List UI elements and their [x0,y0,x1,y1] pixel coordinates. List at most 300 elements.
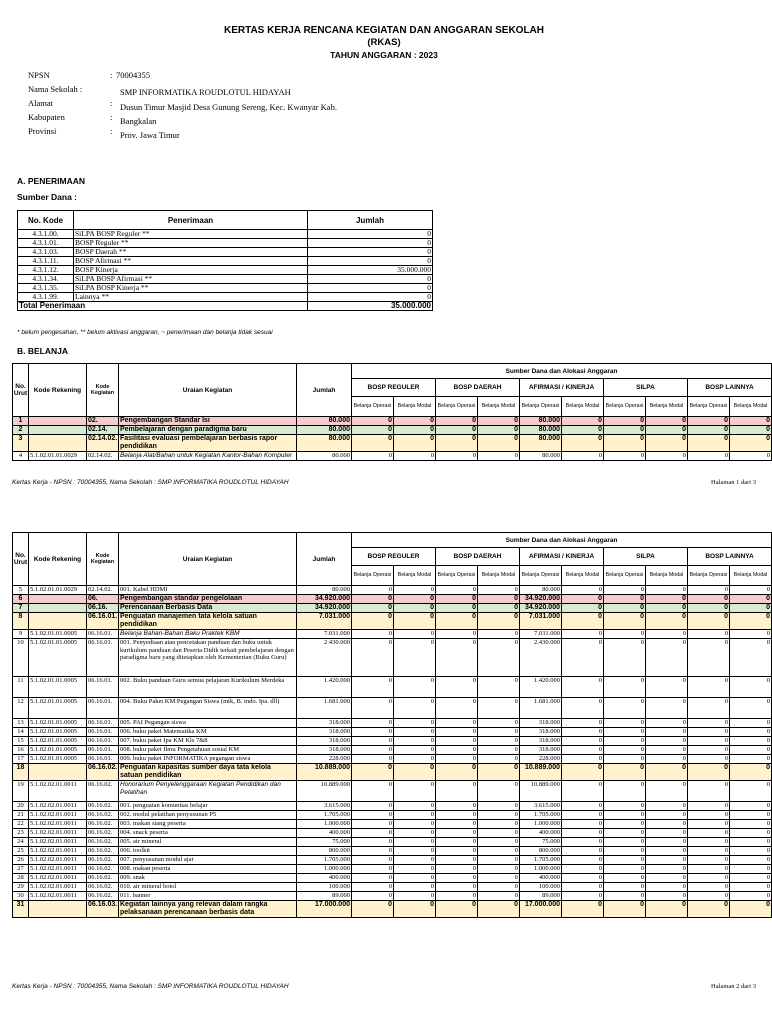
activity-code: 02.14.02. [87,435,119,452]
activity-code: 06.16.02. [87,856,119,865]
allocation-amount: 0 [562,892,604,901]
allocation-amount: 0 [352,639,394,677]
allocation-amount: 0 [646,426,688,435]
allocation-amount: 0 [478,883,520,892]
total-amount: 80.000 [297,417,352,426]
allocation-amount: 0 [394,595,436,604]
account-code: 5.1.02.02.01.0011 [29,838,87,847]
allocation-amount: 75.000 [520,838,562,847]
total-amount: 75.000 [297,838,352,847]
allocation-amount: 0 [478,755,520,764]
allocation-amount: 0 [646,820,688,829]
activity-description: Penguatan manajemen tata kelola satuan pendidikan [119,613,297,630]
account-code: 5.1.02.01.01.0005 [29,746,87,755]
allocation-amount: 0 [604,586,646,595]
allocation-amount: 0 [478,719,520,728]
activity-code: 06.16.02. [87,883,119,892]
account-code: 5.1.02.02.01.0011 [29,892,87,901]
allocation-amount: 0 [688,639,730,677]
row-number: 23 [13,829,29,838]
row-number: 19 [13,781,29,802]
row-number: 27 [13,865,29,874]
allocation-amount: 10.889.000 [520,764,562,781]
receipt-name: SiLPA BOSP Kinerja ** [74,284,308,293]
allocation-amount: 0 [352,883,394,892]
allocation-amount: 0 [688,737,730,746]
allocation-amount: 0 [478,865,520,874]
allocation-amount: 0 [646,586,688,595]
allocation-amount: 318.000 [520,746,562,755]
allocation-amount: 0 [436,595,478,604]
expenditure-row [13,630,772,639]
activity-code: 06.16.01. [87,746,119,755]
allocation-amount: 0 [688,746,730,755]
receipt-code: 4.3.1.11. [18,257,74,266]
allocation-amount: 0 [688,865,730,874]
allocation-amount: 0 [478,746,520,755]
activity-description: 001. Kabel HDMI [119,586,297,595]
receipt-name: SiLPA BOSP Afirmasi ** [74,275,308,284]
row-number: 15 [13,737,29,746]
allocation-amount: 0 [394,417,436,426]
allocation-amount: 0 [352,426,394,435]
allocation-amount: 0 [562,737,604,746]
column-header: Jumlah [308,211,433,230]
allocation-amount: 0 [352,604,394,613]
expenditure-row [13,746,772,755]
activity-code: 06.16.01. [87,630,119,639]
allocation-amount: 0 [646,595,688,604]
allocation-amount: 0 [604,595,646,604]
allocation-amount: 0 [352,755,394,764]
row-number: 4 [13,452,29,461]
allocation-amount: 0 [478,838,520,847]
allocation-amount: 0 [730,820,772,829]
allocation-amount: 0 [646,604,688,613]
allocation-amount: 0 [604,802,646,811]
allocation-amount: 0 [352,417,394,426]
activity-description: 009. snak [119,874,297,883]
allocation-amount: 0 [394,865,436,874]
allocation-amount: 80.000 [520,586,562,595]
allocation-amount: 0 [562,613,604,630]
activity-code: 02.14.02. [87,586,119,595]
allocation-amount: 0 [730,737,772,746]
row-number: 26 [13,856,29,865]
allocation-amount: 0 [394,630,436,639]
allocation-amount: 0 [688,435,730,452]
column-header-operating: Belanja Operasi [520,566,562,586]
allocation-amount: 0 [436,874,478,883]
column-header: Penerimaan [74,211,308,230]
column-header-no: No. Urut [13,364,29,417]
allocation-amount: 34.920.000 [520,604,562,613]
column-header-activity-code: Kode Kegiatan [87,364,119,417]
allocation-amount: 0 [604,829,646,838]
allocation-amount: 0 [352,698,394,719]
allocation-amount: 0 [604,426,646,435]
allocation-amount: 0 [352,901,394,918]
activity-description: 005. air mineral [119,838,297,847]
total-amount: 7.031.000 [297,613,352,630]
allocation-amount: 0 [646,901,688,918]
allocation-amount: 0 [436,856,478,865]
page-number: Halaman 2 dari 3 [711,983,756,990]
expenditure-row [13,811,772,820]
expenditure-row [13,838,772,847]
activity-code: 06.16.02. [87,874,119,883]
receipt-name: Lainnya ** [74,293,308,302]
total-amount: 1.705.000 [297,856,352,865]
column-header: No. Kode [18,211,74,230]
activity-code: 06.16.02. [87,764,119,781]
allocation-amount: 0 [688,764,730,781]
activity-code: 06.16.01. [87,639,119,677]
account-code: 5.1.02.02.01.0011 [29,847,87,856]
allocation-amount: 0 [478,802,520,811]
expenditure-row [13,677,772,698]
account-code: 5.1.02.02.01.0011 [29,883,87,892]
allocation-amount: 0 [688,677,730,698]
total-amount: 89.000 [297,892,352,901]
activity-description: 005. PAI Pegangan siswa [119,719,297,728]
allocation-amount: 0 [688,417,730,426]
activity-description: Pengembangan standar pengelolaan [119,595,297,604]
allocation-amount: 0 [478,613,520,630]
column-header-capital: Belanja Modal [478,397,520,417]
receipt-amount: 0 [308,248,433,257]
allocation-amount: 0 [604,865,646,874]
allocation-amount: 0 [436,811,478,820]
activity-code: 06.16.01. [87,737,119,746]
account-code: 5.1.02.02.01.0011 [29,802,87,811]
allocation-amount: 0 [478,820,520,829]
identity-colon: : [110,112,113,122]
allocation-amount: 0 [436,838,478,847]
allocation-amount: 0 [646,677,688,698]
allocation-amount: 0 [688,728,730,737]
activity-code: 06.16.01. [87,698,119,719]
allocation-amount: 0 [646,452,688,461]
row-number: 21 [13,811,29,820]
allocation-amount: 0 [688,719,730,728]
allocation-amount: 0 [646,613,688,630]
allocation-amount: 0 [394,737,436,746]
allocation-amount: 0 [478,901,520,918]
allocation-amount: 0 [604,435,646,452]
allocation-amount: 0 [730,426,772,435]
account-code: 5.1.02.01.01.0005 [29,755,87,764]
column-header-operating: Belanja Operasi [520,397,562,417]
expenditure-row [13,639,772,677]
allocation-amount: 0 [436,892,478,901]
allocation-amount: 0 [562,435,604,452]
allocation-amount: 3.615.000 [520,802,562,811]
allocation-amount: 0 [352,613,394,630]
allocation-amount: 0 [688,755,730,764]
total-amount: 3.615.000 [297,802,352,811]
column-header-capital: Belanja Modal [646,397,688,417]
total-amount: 318.000 [297,737,352,746]
row-number: 20 [13,802,29,811]
allocation-amount: 0 [436,452,478,461]
receipt-amount: 0 [308,293,433,302]
allocation-amount: 0 [352,820,394,829]
allocation-amount: 0 [562,764,604,781]
row-number: 29 [13,883,29,892]
allocation-amount: 0 [478,811,520,820]
account-code: 5.1.02.01.01.0029 [29,452,87,461]
activity-code: 06.16.01. [87,719,119,728]
activity-description: Penguatan kapasitas sumber daya tata kelola satuan pendidikan [119,764,297,781]
receipt-amount: 0 [308,284,433,293]
allocation-amount: 10.889.000 [520,781,562,802]
expenditure-row [13,892,772,901]
account-code: 5.1.02.01.01.0005 [29,630,87,639]
allocation-amount: 0 [436,677,478,698]
receipt-code: 4.3.1.99. [18,293,74,302]
column-header-operating: Belanja Operasi [604,397,646,417]
allocation-amount: 0 [562,746,604,755]
account-code: 5.1.02.02.01.0011 [29,811,87,820]
allocation-amount: 0 [352,847,394,856]
activity-description: 009. buku paket INFORMATIKA pegangan siswa [119,755,297,764]
allocation-amount: 0 [688,698,730,719]
receipt-amount: 35.000.000 [308,266,433,275]
allocation-amount: 0 [478,737,520,746]
allocation-amount: 0 [646,883,688,892]
receipt-total-label: Total Penerimaan [18,302,308,311]
receipt-code: 4.3.1.34. [18,275,74,284]
account-code [29,604,87,613]
allocation-amount: 0 [478,639,520,677]
allocation-amount: 0 [646,838,688,847]
account-code: 5.1.02.01.01.0005 [29,737,87,746]
allocation-amount: 0 [688,820,730,829]
allocation-amount: 0 [562,802,604,811]
expenditure-row [13,829,772,838]
allocation-amount: 0 [478,586,520,595]
expenditure-row [13,737,772,746]
activity-description: Pengembangan Standar Isi [119,417,297,426]
allocation-amount: 0 [478,892,520,901]
allocation-amount: 1.420.000 [520,677,562,698]
column-header-group: SILPA [604,548,688,566]
allocation-amount: 0 [436,728,478,737]
allocation-amount: 89.000 [520,892,562,901]
allocation-amount: 0 [352,829,394,838]
allocation-amount: 0 [436,901,478,918]
allocation-amount: 0 [478,847,520,856]
identity-value: SMP INFORMATIKA ROUDLOTUL HIDAYAH [120,87,291,97]
allocation-amount: 0 [646,630,688,639]
activity-description: Perencanaan Berbasis Data [119,604,297,613]
allocation-amount: 0 [730,698,772,719]
allocation-amount: 0 [730,874,772,883]
allocation-amount: 0 [478,874,520,883]
expenditure-row [13,802,772,811]
allocation-amount: 0 [688,874,730,883]
allocation-amount: 100.000 [520,883,562,892]
account-code: 5.1.02.02.01.0011 [29,820,87,829]
allocation-amount: 0 [688,781,730,802]
allocation-amount: 0 [394,452,436,461]
expenditure-row [13,728,772,737]
allocation-amount: 0 [478,728,520,737]
identity-value: Dusun Timur Masjid Desa Gunung Sereng, Kec. Kwanyar Kab. [120,102,337,112]
total-amount: 80.000 [297,586,352,595]
column-header-activity-code: Kode Kegiatan [87,533,119,586]
column-header-group: BOSP DAERAH [436,379,520,397]
column-header-group: SILPA [604,379,688,397]
page-footer-text: Kertas Kerja - NPSN : 70004355, Nama Sekolah : SMP INFORMATIKA ROUDLOTUL HIDAYAH [12,479,289,486]
allocation-amount: 0 [436,630,478,639]
allocation-amount: 0 [688,452,730,461]
row-number: 9 [13,630,29,639]
allocation-amount: 7.031.000 [520,630,562,639]
allocation-amount: 0 [730,586,772,595]
allocation-amount: 0 [730,630,772,639]
total-amount: 34.920.000 [297,604,352,613]
expenditure-row [13,426,772,435]
allocation-amount: 0 [688,613,730,630]
account-code: 5.1.02.01.01.0005 [29,698,87,719]
activity-description: 001. Penyediaan atau pencetakan panduan dan buku untuk kurikulum panduan dan Peserta Didik terkait pembelajaran dengan paradigma baru yang ditetapkan oleh Kementerian (Buku Guru) [119,639,297,677]
allocation-amount: 0 [646,764,688,781]
allocation-amount: 0 [394,604,436,613]
activity-description: 003. makan siang peserta [119,820,297,829]
allocation-amount: 318.000 [520,728,562,737]
row-number: 16 [13,746,29,755]
allocation-amount: 0 [562,811,604,820]
receipt-name: BOSP Afirmasi ** [74,257,308,266]
allocation-amount: 0 [730,639,772,677]
expenditure-row [13,781,772,802]
column-header-capital: Belanja Modal [646,566,688,586]
allocation-amount: 0 [562,417,604,426]
column-header-operating: Belanja Operasi [688,397,730,417]
allocation-amount: 0 [394,781,436,802]
allocation-amount: 0 [730,838,772,847]
allocation-amount: 0 [436,698,478,719]
allocation-amount: 0 [562,755,604,764]
allocation-amount: 0 [604,811,646,820]
allocation-amount: 0 [562,719,604,728]
allocation-amount: 0 [562,586,604,595]
allocation-amount: 0 [688,856,730,865]
allocation-amount: 0 [394,613,436,630]
allocation-amount: 0 [352,746,394,755]
activity-code: 06.16.02. [87,829,119,838]
allocation-amount: 0 [478,426,520,435]
allocation-amount: 0 [394,435,436,452]
row-number: 1 [13,417,29,426]
allocation-amount: 0 [478,452,520,461]
activity-description: 007. buku paket Ipa KM Kls 7&8 [119,737,297,746]
expenditure-row [13,755,772,764]
allocation-amount: 0 [730,865,772,874]
allocation-amount: 0 [730,595,772,604]
allocation-amount: 0 [646,728,688,737]
allocation-amount: 7.031.000 [520,613,562,630]
allocation-amount: 0 [436,435,478,452]
row-number: 6 [13,595,29,604]
identity-value: Prov. Jawa Timur [120,130,180,140]
allocation-amount: 0 [688,586,730,595]
allocation-amount: 0 [436,755,478,764]
activity-description: 007. penyusunan modul ajar [119,856,297,865]
activity-description: 006. buku paket Matematika KM [119,728,297,737]
total-amount: 10.889.000 [297,764,352,781]
account-code: 5.1.02.01.01.0029 [29,586,87,595]
allocation-amount: 0 [394,901,436,918]
expenditure-row [13,452,772,461]
allocation-amount: 0 [562,838,604,847]
allocation-amount: 0 [562,426,604,435]
total-amount: 2.430.000 [297,639,352,677]
allocation-amount: 0 [646,746,688,755]
expenditure-row [13,856,772,865]
identity-label: NPSN [28,70,50,80]
expenditure-row [13,613,772,630]
activity-description: 010. air mineral botol [119,883,297,892]
allocation-amount: 0 [394,802,436,811]
receipts-table [17,210,433,311]
activity-description: 001. penguatan komunitas belajar [119,802,297,811]
funding-source-label: Sumber Dana : [17,192,77,202]
row-number: 8 [13,613,29,630]
allocation-amount: 0 [394,677,436,698]
row-number: 12 [13,698,29,719]
receipt-name: BOSP Reguler ** [74,239,308,248]
allocation-amount: 0 [352,781,394,802]
allocation-amount: 0 [604,820,646,829]
allocation-amount: 0 [604,604,646,613]
allocation-amount: 0 [394,856,436,865]
activity-description: 002. Buku panduan Guru semua pelajaran Kurikulum Merdeka [119,677,297,698]
allocation-amount: 318.000 [520,719,562,728]
receipt-name: SiLPA BOSP Reguler ** [74,230,308,239]
allocation-amount: 0 [730,613,772,630]
activity-description: 004. snack peserta [119,829,297,838]
receipt-total-amount: 35.000.000 [308,302,433,311]
identity-colon: : [110,126,113,136]
activity-code: 06.16.02. [87,781,119,802]
column-header-group: BOSP DAERAH [436,548,520,566]
activity-description: Belanja Alat/Bahan untuk Kegiatan Kantor-Bahan Komputer [119,452,297,461]
allocation-amount: 0 [604,883,646,892]
allocation-amount: 0 [478,595,520,604]
column-header-capital: Belanja Modal [394,566,436,586]
allocation-amount: 0 [352,856,394,865]
receipt-code: 4.3.1.35. [18,284,74,293]
receipt-amount: 0 [308,230,433,239]
receipt-total-row [18,302,433,311]
allocation-amount: 0 [604,755,646,764]
activity-description: 004. Buku Paket KM Pegangan Siswa (mtk, B. indo. Ipa. dll) [119,698,297,719]
allocation-amount: 0 [352,728,394,737]
expenditure-row [13,820,772,829]
allocation-amount: 0 [730,811,772,820]
allocation-amount: 0 [394,820,436,829]
allocation-amount: 0 [604,639,646,677]
section-a-title: A. PENERIMAAN [17,176,86,186]
allocation-amount: 1.681.000 [520,698,562,719]
allocation-amount: 0 [562,874,604,883]
allocation-amount: 0 [352,586,394,595]
account-code: 5.1.02.02.01.0011 [29,781,87,802]
activity-code: 06.16.01. [87,755,119,764]
